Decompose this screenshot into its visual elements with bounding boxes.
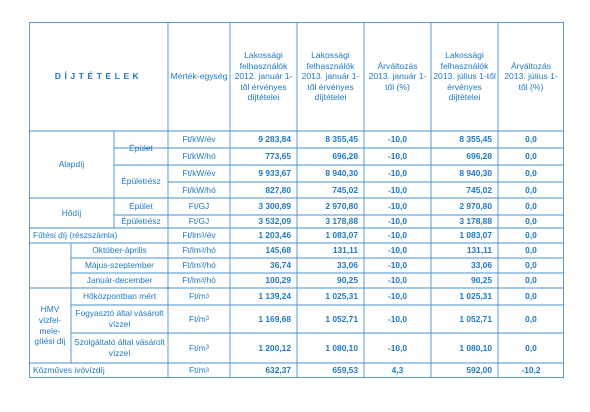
cell-ch1: -10,0 xyxy=(387,168,408,179)
label-fogyaszto: Fogyasztó által vásárolt vízzel xyxy=(75,308,164,329)
cell-v2013jan: 659,53 xyxy=(332,365,358,376)
cell-v2013jul: 696,28 xyxy=(466,151,492,162)
label-kozmuves: Közműves ivóvízdíj xyxy=(33,365,105,376)
cell-v2012: 1 139,24 xyxy=(258,291,291,302)
cell-ch1: -10,0 xyxy=(387,216,408,227)
cell-v2012: 1 203,46 xyxy=(258,230,291,241)
cell-ch1: -10,0 xyxy=(387,134,408,145)
cell-ch2: 0,0 xyxy=(525,313,537,324)
cell-v2013jul: 8 940,30 xyxy=(459,168,492,179)
cell-ch1: -10,0 xyxy=(387,230,408,241)
cell-ch1: -10,0 xyxy=(387,275,408,286)
cell-v2012: 827,80 xyxy=(265,184,291,195)
cell-ch2: 0,0 xyxy=(525,201,537,212)
cell-ch2: 0,0 xyxy=(525,216,537,227)
label-hodij-epulet: Épület xyxy=(129,201,153,212)
cell-v2012: 632,37 xyxy=(265,365,291,376)
cell-unit: Ft/lm 3 /év xyxy=(182,230,216,241)
cell-unit: Ft/lm 3 /hó xyxy=(182,245,216,256)
header-2013-jan: Lakossági felhasználók 2013. január 1-től érvényes díjtételei xyxy=(301,50,360,103)
cell-unit: Ft/lm 3 /hó xyxy=(182,260,216,271)
tariff-table xyxy=(29,22,564,378)
cell-ch2: 0,0 xyxy=(525,184,537,195)
cell-v2013jan: 8 355,45 xyxy=(325,134,358,145)
cell-unit: Ft/m 3 xyxy=(188,313,210,324)
cell-ch2: 0,0 xyxy=(525,291,537,302)
cell-v2013jan: 1 080,10 xyxy=(325,342,358,353)
cell-ch1: -10,0 xyxy=(387,151,408,162)
label-alapdij: Alapdíj xyxy=(58,159,85,170)
label-majus-szeptember: Május-szeptember xyxy=(85,260,154,271)
cell-v2012: 1 169,68 xyxy=(258,313,291,324)
label-alapdij-epulet: Épület xyxy=(129,142,153,153)
cell-unit: Ft/kW/év xyxy=(182,134,216,145)
cell-v2013jul: 1 025,31 xyxy=(459,291,492,302)
cell-ch2: 0,0 xyxy=(525,260,537,271)
cell-v2013jul: 1 080,10 xyxy=(459,342,492,353)
cell-unit: Ft/lm 3 /hó xyxy=(182,275,216,286)
cell-v2013jan: 1 025,31 xyxy=(325,291,358,302)
cell-ch2: 0,0 xyxy=(525,245,537,256)
label-hokozpont: Hőközpontban mért xyxy=(82,291,157,302)
cell-unit: Ft/m 3 xyxy=(188,291,210,302)
cell-v2012: 1 200,12 xyxy=(258,342,291,353)
cell-ch1: -10,0 xyxy=(387,291,408,302)
cell-v2012: 773,65 xyxy=(265,151,291,162)
label-hodij: Hődíj xyxy=(61,207,82,218)
label-hodij-epuletresz: Épületrész xyxy=(121,216,161,227)
cell-unit: Ft/kW/hó xyxy=(182,151,216,162)
cell-unit: Ft/kW/év xyxy=(182,168,216,179)
label-futesi-dij: Fűtési díj (részszámla) xyxy=(33,230,118,241)
cell-ch1: -10,0 xyxy=(387,313,408,324)
cell-v2013jan: 3 178,88 xyxy=(325,216,358,227)
cell-v2013jul: 2 970,80 xyxy=(459,201,492,212)
label-januar-december: Január-december xyxy=(86,275,153,286)
header-2013-jul: Lakossági felhasználók 2013. július 1-től érvényes díjtételei xyxy=(433,50,496,103)
cell-ch2: 0,0 xyxy=(525,134,537,145)
cell-unit: Ft/kW/hó xyxy=(182,184,216,195)
cell-v2013jan: 8 940,30 xyxy=(325,168,358,179)
label-oktober-aprilis: Október-április xyxy=(92,245,147,256)
cell-ch2: 0,0 xyxy=(525,230,537,241)
cell-v2013jul: 592,00 xyxy=(466,365,492,376)
label-szolgaltato: Szolgáltató által vásárolt vízzel xyxy=(74,337,165,358)
cell-v2013jan: 33,06 xyxy=(337,260,358,271)
cell-ch2: 0,0 xyxy=(525,151,537,162)
cell-ch1: -10,0 xyxy=(387,260,408,271)
cell-unit: Ft/GJ xyxy=(188,201,210,212)
cell-v2012: 3 532,09 xyxy=(258,216,291,227)
cell-v2013jan: 1 083,07 xyxy=(325,230,358,241)
cell-v2012: 9 283,84 xyxy=(258,134,291,145)
cell-ch1: -10,0 xyxy=(387,201,408,212)
cell-ch1: -10,0 xyxy=(387,184,408,195)
cell-v2013jul: 90,25 xyxy=(471,275,492,286)
cell-v2012: 9 933,67 xyxy=(258,168,291,179)
cell-v2013jan: 696,28 xyxy=(332,151,358,162)
cell-v2012: 3 300,89 xyxy=(258,201,291,212)
cell-v2012: 36,74 xyxy=(270,260,291,271)
cell-v2013jan: 745,02 xyxy=(332,184,358,195)
cell-ch1: -10,0 xyxy=(387,245,408,256)
cell-ch2: 0,0 xyxy=(525,275,537,286)
cell-ch2: -10,2 xyxy=(521,365,541,376)
cell-unit: Ft/GJ xyxy=(188,216,210,227)
label-alapdij-epuletresz: Épületrész xyxy=(121,176,161,187)
cell-v2013jul: 1 052,71 xyxy=(459,313,492,324)
cell-ch1: 4,3 xyxy=(391,365,404,376)
cell-v2013jul: 1 083,07 xyxy=(459,230,492,241)
cell-ch1: -10,0 xyxy=(387,342,408,353)
cell-v2013jul: 8 355,45 xyxy=(459,134,492,145)
cell-ch2: 0,0 xyxy=(525,342,537,353)
cell-unit: Ft/m 3 xyxy=(188,365,210,376)
cell-v2013jul: 33,06 xyxy=(471,260,492,271)
cell-v2013jan: 131,11 xyxy=(332,245,358,256)
cell-ch2: 0,0 xyxy=(525,168,537,179)
cell-unit: Ft/m 3 xyxy=(188,342,210,353)
cell-v2013jan: 1 052,71 xyxy=(325,313,358,324)
cell-v2013jul: 3 178,88 xyxy=(459,216,492,227)
header-change-jul: Árváltozás 2013. július 1-től (%) xyxy=(504,60,558,92)
cell-v2013jan: 90,25 xyxy=(337,275,358,286)
header-2012: Lakossági felhasználók 2012. január 1-től érvényes díjtételei xyxy=(234,50,293,103)
label-hmv: HMV vízfel-mele-gítési díj xyxy=(34,304,66,347)
header-unit: Mérték-egység xyxy=(170,71,228,82)
header-dijtetelek: DÍJTÉTELEK xyxy=(54,71,143,82)
cell-v2012: 100,29 xyxy=(265,275,291,286)
cell-v2013jul: 131,11 xyxy=(466,245,492,256)
cell-v2013jan: 2 970,80 xyxy=(325,201,358,212)
cell-v2013jul: 745,02 xyxy=(466,184,492,195)
header-change-jan: Árváltozás 2013. január 1-től (%) xyxy=(368,60,427,92)
cell-v2012: 145,68 xyxy=(265,245,291,256)
